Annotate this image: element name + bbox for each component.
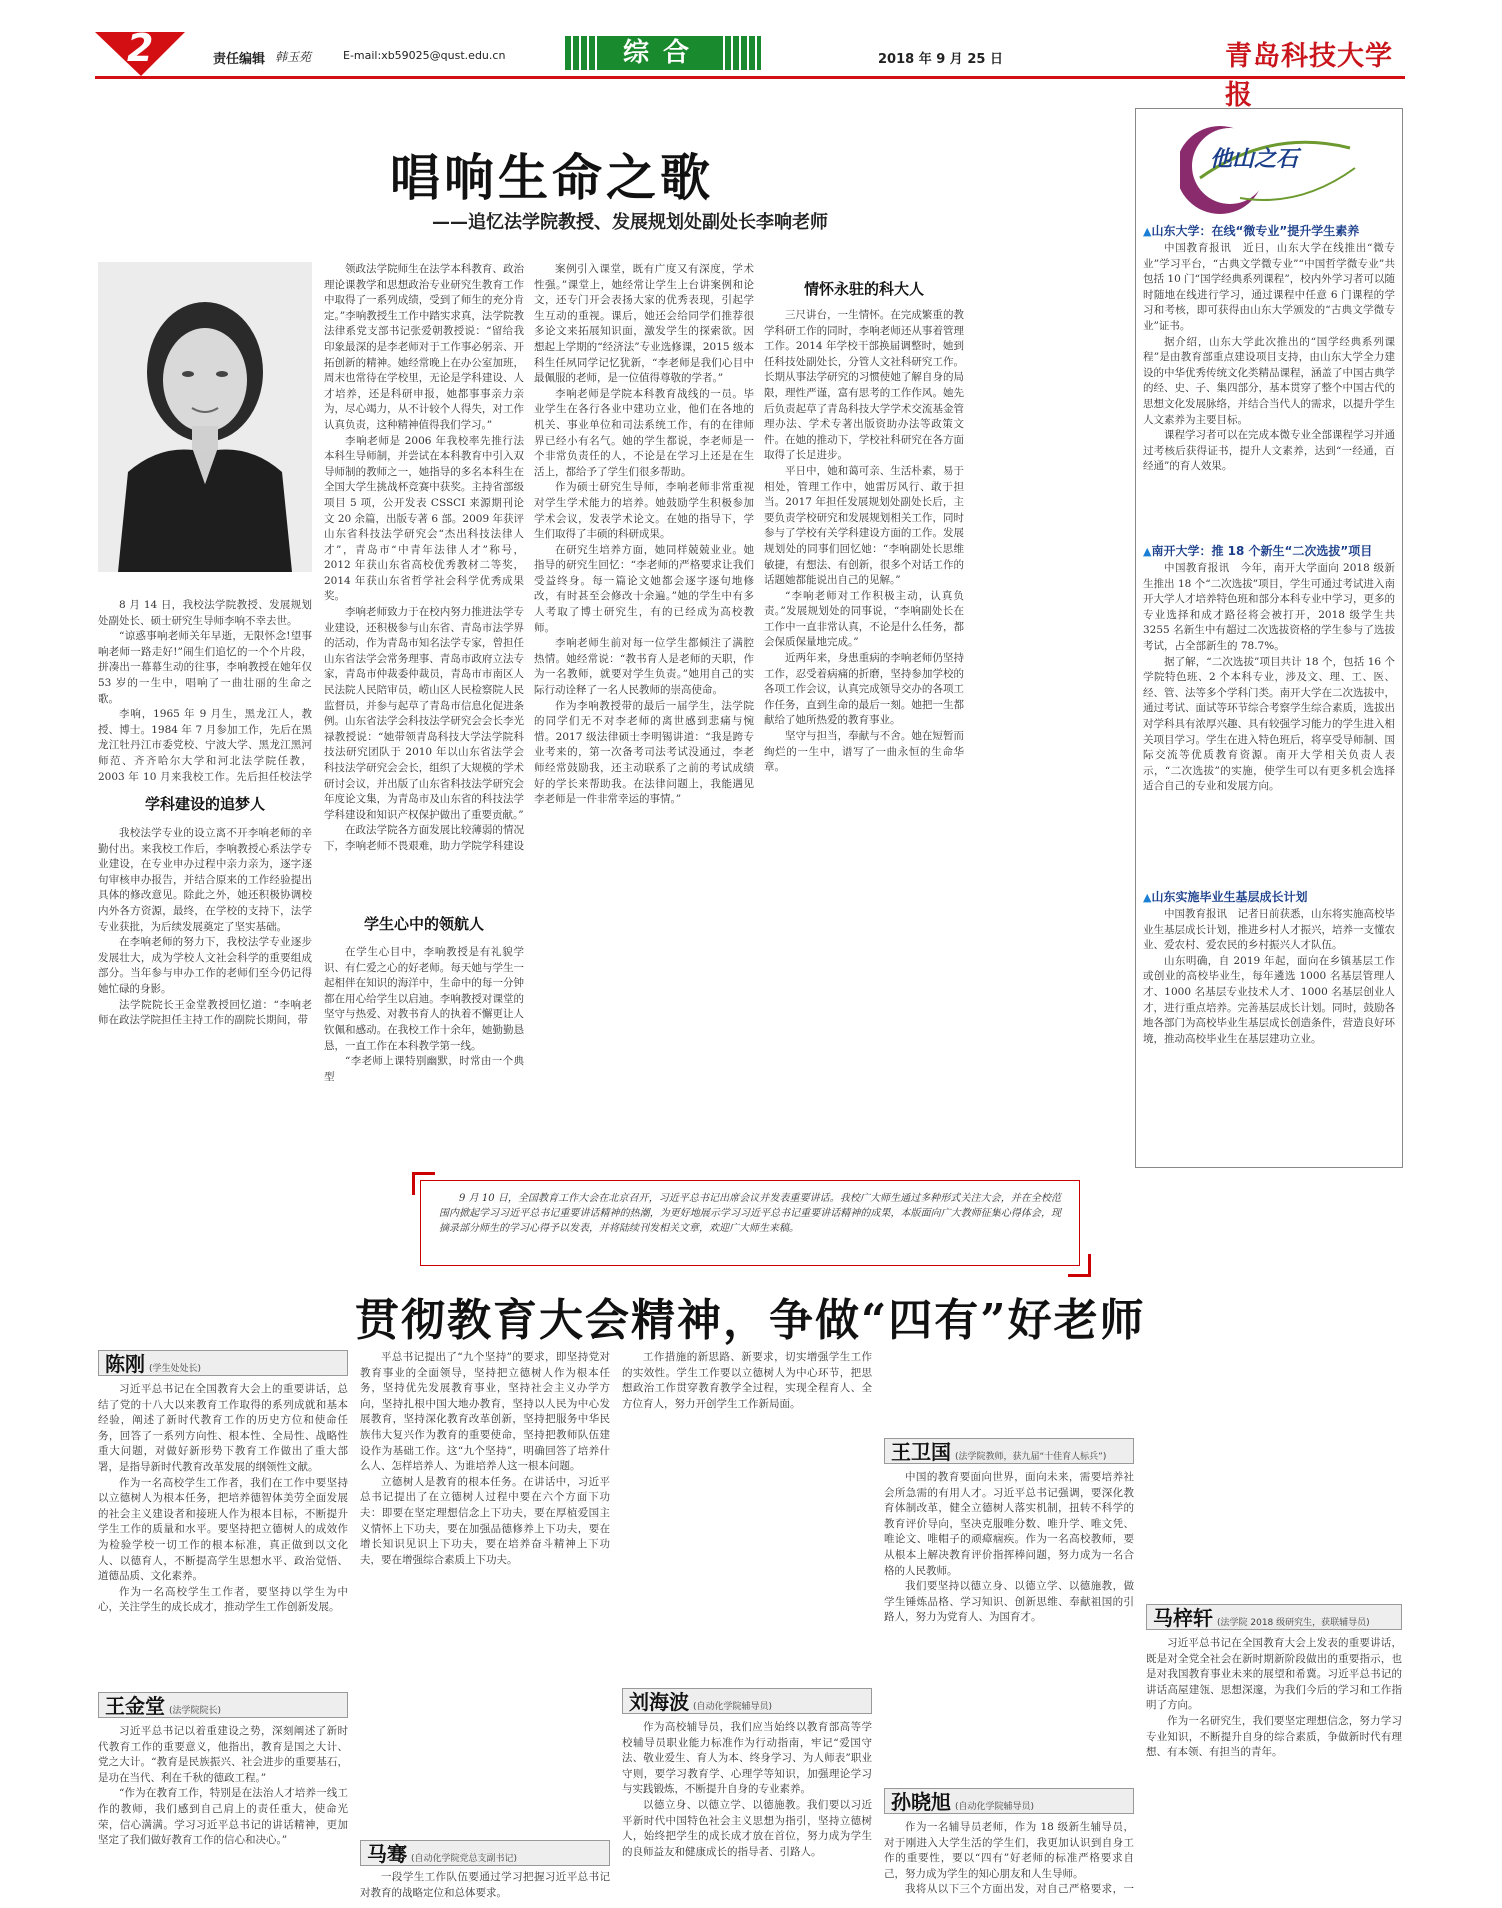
paragraph: 在学生心目中，李响教授是有礼貌学识、有仁爱之心的好老师。每天她与学生一起相伴在知识的海洋中，生命中的每一分钟都在用心给学生以启迪。李响教授对课堂的坚守与热爱、对教书育人的执着不懈更让人钦佩和感动。在我校工作十余年，她勤勤恳恳，一直工作在本科教学第一线。 bbox=[324, 946, 524, 1052]
paragraph: 据介绍，山东大学此次推出的“国学经典系列课程”是由教育部重点建设项目支持，由山东大学全力建设的中华优秀传统文化类精品课程，涵盖了中国古典学的经、史、子、集四部分，基本贯穿了整个中国古代的思想文化发展脉络，并结合当代人的需求，以提升学生人文素养为主要目标。 bbox=[1143, 335, 1395, 426]
paragraph: “李老师上课特别幽默，时常由一个典型 bbox=[324, 1055, 524, 1083]
author-name: 王卫国 bbox=[891, 1440, 951, 1464]
paragraph: 作为一名辅导员老师，作为 18 级新生辅导员，对于刚进入大学生活的学生们，我更加认识到自身工作的重要性，要以“四有”好老师的标准严格要求自己，努力成为学生的知心朋友和人生导师。 bbox=[884, 1821, 1134, 1880]
paragraph: 工作措施的新思路、新要求，切实增强学生工作的实效性。学生工作要以立德树人为中心环节，把思想政治工作贯穿教育教学全过程，实现全程育人、全方位育人，努力开创学生工作新局面。 bbox=[622, 1351, 872, 1410]
paragraph: 在李响老师的努力下，我校法学专业逐步发展壮大，成为学校人文社会科学的重要组成部分。当年参与申办工作的老师们至今仍记得她忙碌的身影。 bbox=[98, 936, 312, 995]
paragraph: “谅惑事响老师关年早逝，无限怀念!望事响老师一路走好!”闹生们追忆的一个个片段，拼凑出一幕幕生动的往事，李响教授在她年仅 53 岁的一生中，唱响了一曲壮丽的生命之歌。 bbox=[98, 630, 312, 705]
author-name-box bbox=[1146, 1604, 1402, 1630]
paragraph: 习近平总书记在全国教育大会上发表的重要讲话，既是对全党全社会在新时期新阶段做出的重要指示，也是对我国教育事业未来的展望和希冀。习近平总书记的讲话高屋建瓴、思想深邃，为我们今后的学习和工作指明了方向。 bbox=[1146, 1637, 1402, 1712]
author-text bbox=[98, 1382, 348, 1682]
portrait-illustration bbox=[98, 262, 312, 572]
note-corner bbox=[412, 1172, 435, 1195]
paragraph: 一段学生工作队伍要通过学习把握习近平总书记对教育的战略定位和总体要求。 bbox=[360, 1871, 610, 1899]
triangle-icon: ▲ bbox=[1143, 225, 1152, 238]
author-name: 刘海波 bbox=[629, 1690, 689, 1714]
paragraph: 我将从以下三个方面出发，对自己严格要求，一 bbox=[905, 1883, 1134, 1896]
author-name: 马梓轩 bbox=[1153, 1606, 1213, 1630]
sidebar-item-title: 山东实施毕业生基层成长计划 bbox=[1151, 890, 1308, 904]
editor-note-text: 9 月 10 日，全国教育工作大会在北京召开，习近平总书记出席会议并发表重要讲话。我校广大师生通过多种形式关注大会，并在全校范围内掀起学习习近平总书记重要讲话精神的热潮，为更好地展示学习习近平总书记重要讲话精神的成果，本版面向广大教师征集心得体会，现摘录部分师生的学习心得予以发表，并将陆续刊发相关文章，欢迎广大师生来稿。 bbox=[439, 1193, 1061, 1234]
editor-note bbox=[420, 1180, 1080, 1266]
paragraph: 作为高校辅导员，我们应当始终以教育部高等学校辅导员职业能力标准作为行动指南，牢记“爱国守法、敬业爱生、育人为本、终身学习、为人师表”职业守则，要学习教育学、心理学等知识，加强理论学习与实践锻炼，不断提升自身的专业素养。 bbox=[622, 1721, 872, 1796]
sidebar-item bbox=[1143, 888, 1395, 1157]
article-title: 唱响生命之歌 bbox=[390, 148, 714, 207]
paragraph: 作为硕士研究生导师，李响老师非常重视对学生学术能力的培养。她鼓励学生积极参加学术会议，发表学术论文。在她的指导下，学生们取得了丰硕的科研成果。 bbox=[534, 481, 754, 541]
masthead: 青岛科技大学报 bbox=[1225, 41, 1393, 111]
paragraph: “李响老师对工作积极主动，认真负责。”发展规划处的同事说，“李响副处长在工作中一直非常认真，不论是什么任务，都会保质保量地完成。” bbox=[764, 589, 964, 649]
page-number: 2 bbox=[127, 26, 154, 70]
author-role: (自动化学院党总支副书记) bbox=[411, 1854, 518, 1864]
note-corner bbox=[1068, 1254, 1091, 1277]
middle-text bbox=[360, 1350, 610, 1830]
paragraph: 中国教育报讯 今年，南开大学面向 2018 级新生推出 18 个“二次选拔”项目，学生可通过考试进入南开大学人才培养特色班和部分本科专业中学习，更多的专业选择和成才路径将会被打开，2018 级学生共 3255 名新生中有超过二次选拔资格的学生参与了选拔考试，占全部新生的 78.7%。 bbox=[1143, 562, 1395, 652]
editor-label: 责任编辑 bbox=[213, 52, 266, 67]
author-name-box bbox=[98, 1350, 348, 1376]
paragraph: 以德立身、以德立学、以德施教。我们要以习近平新时代中国特色社会主义思想为指引，坚持立德树人，始终把学生的成长成才放在首位，努力成为学生的良师益友和健康成长的指导者、引路人。 bbox=[622, 1798, 872, 1858]
article-col2 bbox=[324, 262, 524, 856]
page-header bbox=[95, 26, 1405, 111]
article-col4 bbox=[764, 308, 964, 1166]
author-text bbox=[884, 1820, 1134, 1898]
paragraph: 三尺讲台，一生情怀。在完成繁重的教学科研工作的同时，李响老师还从事着管理工作。2014 年学校干部换届调整时，她到任科技处副处长，分管人文社科研究工作。长期从事法学研究的习惯使她了解自身的局限，理性严谨，富有思考的工作作风。她先后负责起草了青岛科技大学学术交流基金管理办法、学术专著出版资助办法等政策文件。在她的推动下，学校社科研究在各方面取得了长足进步。 bbox=[764, 309, 964, 462]
author-name: 陈刚 bbox=[105, 1352, 145, 1376]
paragraph: 习近平总书记在全国教育大会上的重要讲话，总结了党的十八大以来教育工作取得的系列成就和基本经验，阐述了新时代教育工作的历史方位和使命任务，回答了一系列方向性、根本性、全局性、战略性重大问题，对做好新形势下教育工作做出了重大部署，是指导新时代教育改革发展的纲领性文献。 bbox=[98, 1383, 348, 1473]
paragraph: 习近平总书记以着重建设之势，深刻阐述了新时代教育工作的重要意义，他指出，教育是国之大计、党之大计。“教育是民族振兴、社会进步的重要基石，是功在当代、利在千秋的德政工程。” bbox=[98, 1725, 348, 1784]
paragraph: 立德树人是教育的根本任务。在讲话中，习近平总书记提出了在立德树人过程中要在六个方面下功夫：即要在坚定理想信念上下功夫，要在厚植爱国主义情怀上下功夫，要在加强品德修养上下功夫，要在增长知识见识上下功夫，要在培养奋斗精神上下功夫，要在增强综合素质上下功夫。 bbox=[360, 1475, 610, 1566]
paragraph: 作为一名研究生，我们要坚定理想信念，努力学习专业知识，不断提升自身的综合素质，争做新时代有理想、有本领、有担当的青年。 bbox=[1146, 1714, 1402, 1759]
paragraph: “作为在教育工作，特别是在法治人才培养一线工作的教师，我们感到自己肩上的责任重大，使命光荣，信心满满。学习习近平总书记的讲话精神，更加坚定了我们做好教育工作的信心和决心。” bbox=[98, 1787, 348, 1847]
author-text bbox=[98, 1724, 348, 1896]
paragraph: 李响老师致力于在校内努力推进法学专业建设，还积极参与山东省、青岛市法学界的活动，作为青岛市知名法学专家，曾担任山东省法学会常务理事、青岛市政府立法专家，青岛市仲裁委仲裁员，青岛市市南区人民法院人民陪审员，崂山区人民检察院人民监督员，并参与起草了青岛市信息化促进条例。山东省法学会科技法学研究会会长李光禄教授说：“她带领青岛科技大学法学院科技法研究团队于 2010 年以山东省法学会科技法学研究会会长，组织了大规模的学术研讨会议，并出版了山东省科技法学研究会年度论文集，为青岛市及山东省的科技法学学科建设和知识产权保护做出了重要贡献。” bbox=[324, 606, 524, 821]
article-subtitle: ——追忆法学院教授、发展规划处副处长李响老师 bbox=[432, 212, 828, 233]
section-heading: 情怀永驻的科大人 bbox=[803, 280, 924, 298]
paragraph: 在研究生培养方面，她同样兢兢业业。她指导的研究生回忆：“李老师的严格要求让我们受益终身。每一篇论文她都会逐字逐句地修改，有时甚至会修改十余遍。”她的学生中有多人考取了博士研究生，有的已经成为高校教师。 bbox=[534, 543, 754, 634]
author-role: (法学院院长) bbox=[169, 1706, 222, 1716]
paragraph: 作为李响教授带的最后一届学生，法学院的同学们无不对李老师的离世感到悲痛与惋惜。2017 级法律硕士李明锡讲道：“我是跨专业考来的，第一次备考司法考试没通过，李老师经常鼓励我，还主动联系了之前的考试成绩好的学长来帮助我。在法律问题上，我能遇见李老师是一件非常幸运的事情。” bbox=[534, 699, 754, 806]
paragraph: 8 月 14 日，我校法学院教授、发展规划处副处长、硕士研究生导师李响不幸去世。 bbox=[98, 599, 312, 627]
header-rule bbox=[95, 76, 1405, 79]
author-name-box bbox=[622, 1688, 872, 1714]
author-text bbox=[884, 1470, 1134, 1780]
section-label: 综合 bbox=[603, 36, 723, 70]
issue-date: 2018 年 9 月 25 日 bbox=[878, 52, 1003, 67]
sidebar-item bbox=[1143, 542, 1395, 843]
author-role: (自动化学院辅导员) bbox=[693, 1702, 773, 1712]
author-role: (法学院 2018 级研究生，获联辅导员) bbox=[1217, 1618, 1370, 1628]
article-col3 bbox=[534, 262, 754, 1166]
author-role: (学生处处长) bbox=[149, 1364, 202, 1374]
paragraph: 作为一名高校学生工作者，我们在工作中要坚持以立德树人为根本任务，把培养德智体美劳全面发展的社会主义建设者和接班人作为根本目标，不断提升学生工作的质量和水平。要坚持把立德树人的成效作为检验学校一切工作的根本标准，真正做到以文化人、以德育人，不断提高学生思想水平、政治觉悟、道德品质、文化素养。 bbox=[98, 1476, 348, 1583]
paragraph: 中国教育报讯 记者日前获悉，山东将实施高校毕业生基层成长计划，推进乡村人才振兴，培养一支懂农业、爱农村、爱农民的乡村振兴人才队伍。 bbox=[1143, 908, 1395, 952]
sidebar-item bbox=[1143, 222, 1395, 513]
paragraph: 山东明确，自 2019 年起，面向在乡镇基层工作或创业的高校毕业生，每年遴选 1000 名基层管理人才、1000 名基层专业技术人才、1000 名基层创业人才，进行重点培养。完善基层成长计划。同时，鼓励各地各部门为高校毕业生基层成长创造条件，营造良好环境，推动高校毕业生在基层建功立业。 bbox=[1143, 954, 1395, 1045]
paragraph: 李响，1965 年 9 月生，黑龙江人，教授、博士。1984 年 7 月参加工作，先后在黑龙江牡丹江市委党校、宁波大学、黑龙江黑河师范、齐齐哈尔大学和河北法学院任教，2003 年 10 月来我校工作。先后担任校法学 bbox=[98, 708, 312, 783]
article-col1b bbox=[98, 826, 312, 1166]
paragraph: 在政法学院各方面发展比较薄弱的情况下，李响老师不畏艰难，助力学院学科建设 bbox=[324, 824, 524, 852]
paragraph: 案例引入课堂，既有广度又有深度，学术性强。”课堂上，她经常让学生上台讲案例和论文，还专门开会表扬大家的优秀表现，引起学生互动的重视。课后，她还会给同学们推荐很多论文来拓展知识面，激发学生的探索欲。因想起上学期的“经济法”专业选修课，2015 级本科生任夙同学记忆犹新，“李老师是我们心目中最佩服的老师，是一位值得尊敬的学者。” bbox=[534, 263, 754, 385]
author-name: 马骞 bbox=[367, 1842, 407, 1866]
sidebar-item-title: 南开大学：推 18 个新生“二次选拔”项目 bbox=[1151, 544, 1373, 558]
second-article-title: 贯彻教育大会精神，争做“四有”好老师 bbox=[355, 1295, 1146, 1346]
author-text bbox=[360, 1870, 610, 1900]
paragraph: 坚守与担当，奉献与不舍。她在短暂而绚烂的一生中，谱写了一曲永恒的生命华章。 bbox=[764, 730, 964, 774]
section-heading: 学生心中的领航人 bbox=[363, 915, 484, 933]
paragraph: 课程学习者可以在完成本微专业全部课程学习并通过考核后获得证书，提升人文素养，达到“一经通，百经通”的育人效果。 bbox=[1143, 429, 1395, 473]
author-name: 孙晓旭 bbox=[891, 1790, 951, 1814]
paragraph: 平日中，她和蔼可亲、生活朴素，易于相处，管理工作中，她雷厉风行、敢于担当。2017 年担任发展规划处副处长后，主要负责学校研究和发展规划相关工作，同时参与了学校有关学科建设方面的工作。发展规划处的同事们回忆她：“李响副处长思维敏捷，有想法、有创新，很多个对话工作的话题她都能说出自己的见解。” bbox=[764, 464, 964, 587]
editor-email: E-mail:xb59025@qust.edu.cn bbox=[343, 49, 506, 62]
author-name: 王金堂 bbox=[105, 1694, 165, 1718]
middle-text bbox=[622, 1350, 872, 1678]
paragraph: 李响老师生前对每一位学生都倾注了满腔热情。她经常说：“教书育人是老师的天职，作为一名教师，就要对学生负责。”她用自己的实际行动诠释了一名人民教师的崇高使命。 bbox=[534, 637, 754, 697]
paragraph: 据了解，“二次选拔”项目共计 18 个，包括 16 个学院特色班、2 个本科专业，涉及文、理、工、医、经、管、法等多个学科门类。南开大学在二次选拔中，通过考试、面试等环节综合考察学生综合素质，选拔出对学科具有浓厚兴趣、具有较强学习能力的学生进入相关项目学习。学生在进入特色班后，将享受导师制、国际交流等优质教育资源。南开大学相关负责人表示，“二次选拔”的实施，使学生可以有更多机会选择适合自己的专业和发展方向。 bbox=[1143, 655, 1395, 793]
paragraph: 近两年来，身患重病的李响老师仍坚持工作，忍受着病痛的折磨，坚持参加学校的各项工作会议，认真完成领导交办的各项工作任务，直到生命的最后一刻。她把一生都献给了她所热爱的教育事业。 bbox=[764, 652, 964, 727]
triangle-icon: ▲ bbox=[1143, 545, 1152, 558]
paragraph: 我校法学专业的设立离不开李响老师的辛勤付出。来我校工作后，李响教授心系法学专业建设，在专业申办过程中亲力亲为，逐字逐句审核申办报告，并结合原来的工作经验提出具体的修改意见。除此之外，她还积极协调校内外各方资源，最终，在学校的支持下，法学专业获批，为后续发展奠定了坚实基础。 bbox=[98, 827, 312, 933]
author-role: (法学院教师，获九届“十佳育人标兵”) bbox=[955, 1452, 1107, 1462]
triangle-icon: ▲ bbox=[1143, 891, 1152, 904]
author-name-box bbox=[98, 1692, 348, 1718]
paragraph: 平总书记提出了“九个坚持”的要求，即坚持党对教育事业的全面领导，坚持把立德树人作为根本任务，坚持优先发展教育事业，坚持社会主义办学方向，坚持扎根中国大地办教育，坚持以人民为中心发展教育，坚持深化教育改革创新，坚持把服务中华民族伟大复兴作为教育的重要使命，坚持把教师队伍建设作为基础工作。这“九个坚持”，明确回答了培养什么人、怎样培养人、为谁培养人这一根本问题。 bbox=[360, 1351, 610, 1473]
author-name-box bbox=[884, 1438, 1134, 1464]
paragraph: 作为一名高校学生工作者，要坚持以学生为中心，关注学生的成长成才，推动学生工作创新发展。 bbox=[98, 1585, 348, 1614]
author-text bbox=[1146, 1636, 1402, 1898]
paragraph: 李响老师是学院本科教育战线的一员。毕业学生在各行各业中建功立业，他们在各地的机关、事业单位和司法系统工作，有的在律师界已经小有名气。她的学生都说，李老师是一个非常负责任的人，不论是在学习上还是在生活上，都给予了学生们很多帮助。 bbox=[534, 387, 754, 478]
paragraph: 领政法学院师生在法学本科教育、政治理论课教学和思想政治专业研究生教育工作中取得了一系列成绩，受到了师生的充分肯定。”李响教授生工作中踏实求真，法学院教法律系党支部书记张爱朝教授说：“留给我印象最深的是李老师对于工作事必躬亲、开拓创新的精神。她经常晚上在办公室加班，周末也常待在学校里，无论是学科建设、人才培养，还是科研申报，她都事事亲力亲为，尽心竭力，从不计较个人得失，对工作认真负责，这种精神值得我们学习。” bbox=[324, 263, 524, 431]
portrait-photo bbox=[98, 262, 312, 572]
sidebar-item-title: 山东大学：在线“微专业”提升学生素养 bbox=[1151, 224, 1360, 238]
article-col1 bbox=[98, 598, 312, 784]
paragraph: 中国的教育要面向世界，面向未来，需要培养社会所急需的有用人才。习近平总书记强调，要深化教育体制改革，健全立德树人落实机制，扭转不科学的教育评价导向，坚决克服唯分数、唯升学、唯文凭、唯论文、唯帽子的顽瘴痼疾。作为一名高校教师，要从根本上解决教育评价指挥棒问题，努力成为一名合格的人民教师。 bbox=[884, 1471, 1134, 1577]
sidebar-logo-text: 他山之石 bbox=[1210, 146, 1299, 172]
author-name-box bbox=[884, 1788, 1134, 1814]
author-name-box bbox=[360, 1840, 610, 1866]
section-heading: 学科建设的追梦人 bbox=[144, 795, 265, 813]
author-text bbox=[622, 1720, 872, 1896]
editor-name: 韩玉苑 bbox=[275, 50, 312, 64]
paragraph: 我们要坚持以德立身、以德立学、以德施教，做学生锤炼品格、学习知识、创新思维、奉献祖国的引路人，努力为党育人、为国育才。 bbox=[884, 1580, 1134, 1624]
article-col2b bbox=[324, 945, 524, 1165]
paragraph: 李响老师是 2006 年我校率先推行法本科生导师制，并尝试在本科教育中引入双导师制的教师之一，她指导的多名本科生在全国大学生挑战杯竞赛中获奖。主持省部级项目 5 项，公开发表 CSSCI 来源期刊论文 20 余篇，出版专著 6 部。2009 年获评山东省科技法学研究会“杰出科技法律人才”，青岛市“中青年法律人才”称号，2012 年获山东省高校优秀教材二等奖，2014 年获山东省哲学社会科学优秀成果奖。 bbox=[324, 434, 524, 603]
author-role: (自动化学院辅导员) bbox=[955, 1802, 1035, 1812]
paragraph: 中国教育报讯 近日，山东大学在线推出“微专业”学习平台，“古典文学微专业”“中国哲学微专业”共包括 10 门“国学经典系列课程”，校内外学习者可以随时随地在线进行学习，通过课程中任意 6 门课程的学习和考核，即可获得由山东大学颁发的“古典文学微专业”证书。 bbox=[1143, 242, 1395, 332]
paragraph: 法学院院长王金堂教授回忆道：“李响老师在政法学院担任主持工作的副院长期间，带 bbox=[98, 998, 312, 1027]
